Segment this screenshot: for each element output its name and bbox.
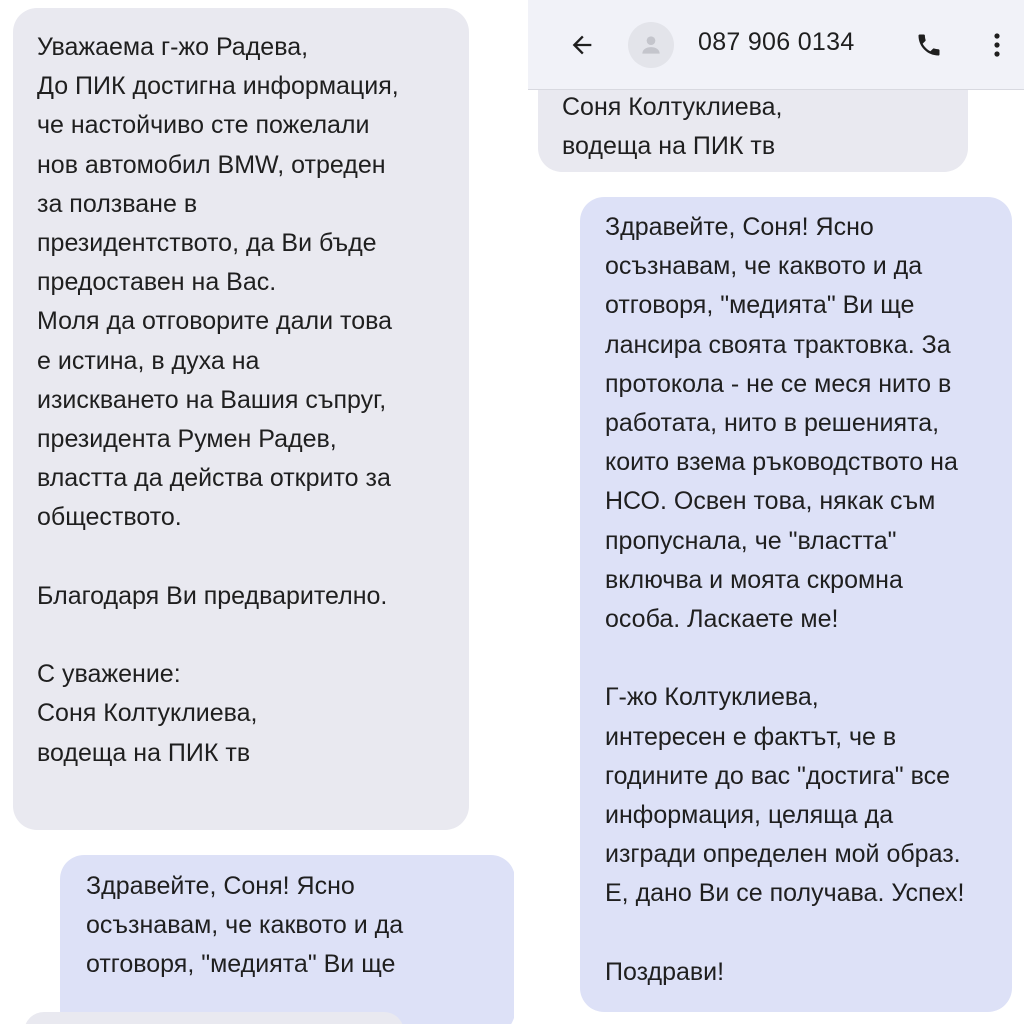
outgoing-message-bubble[interactable]: Здравейте, Соня! Ясно осъзнавам, че каквото и да отговоря, "медията" Ви ще лансира своята трактовка. За протокола - не се меся нито в работата, нито в решенията, които взема ръководството на НСО. Освен това, някак съм пропуснала, че "властта" включва и моята скромна особа. Ласкаете ме! Г-жо Колтуклиева, интересен е фактът, че в годините до вас "достига" все информация, целяща да изгради определен мой образ. Е, дано Ви се получава. Успех! Поздрави! — [580, 197, 1012, 1012]
more-vert-icon[interactable] — [982, 28, 1012, 62]
incoming-message-bubble[interactable]: Уважаема г-жо Радева, До ПИК достигна информация, че настойчиво сте пожелали нов автомобил BMW, отреден за ползване в президентството, да Ви бъде предоставен на Вас. Моля да отговорите дали това е истина, в духа на изискването на Вашия съпруг, президента Румен Радев, властта да действа открито за обществото. Благодаря Ви предварително. С уважение: Соня Колтуклиева, водеща на ПИК тв — [13, 8, 469, 830]
arrow-back-icon[interactable] — [564, 27, 600, 63]
next-message-bubble-partial — [24, 1012, 404, 1024]
contact-phone-number[interactable]: 087 906 0134 — [698, 28, 855, 56]
outgoing-message-bubble[interactable]: Здравейте, Соня! Ясно осъзнавам, че каквото и да отговоря, "медията" Ви ще — [60, 855, 514, 1024]
right-conversation-screenshot — [514, 0, 1024, 1024]
incoming-message-bubble[interactable]: Соня Колтуклиева, водеща на ПИК тв — [538, 40, 968, 172]
contact-avatar[interactable] — [628, 22, 674, 68]
person-icon — [638, 32, 664, 58]
conversation-app-bar — [528, 0, 1024, 90]
phone-icon[interactable] — [912, 28, 946, 62]
